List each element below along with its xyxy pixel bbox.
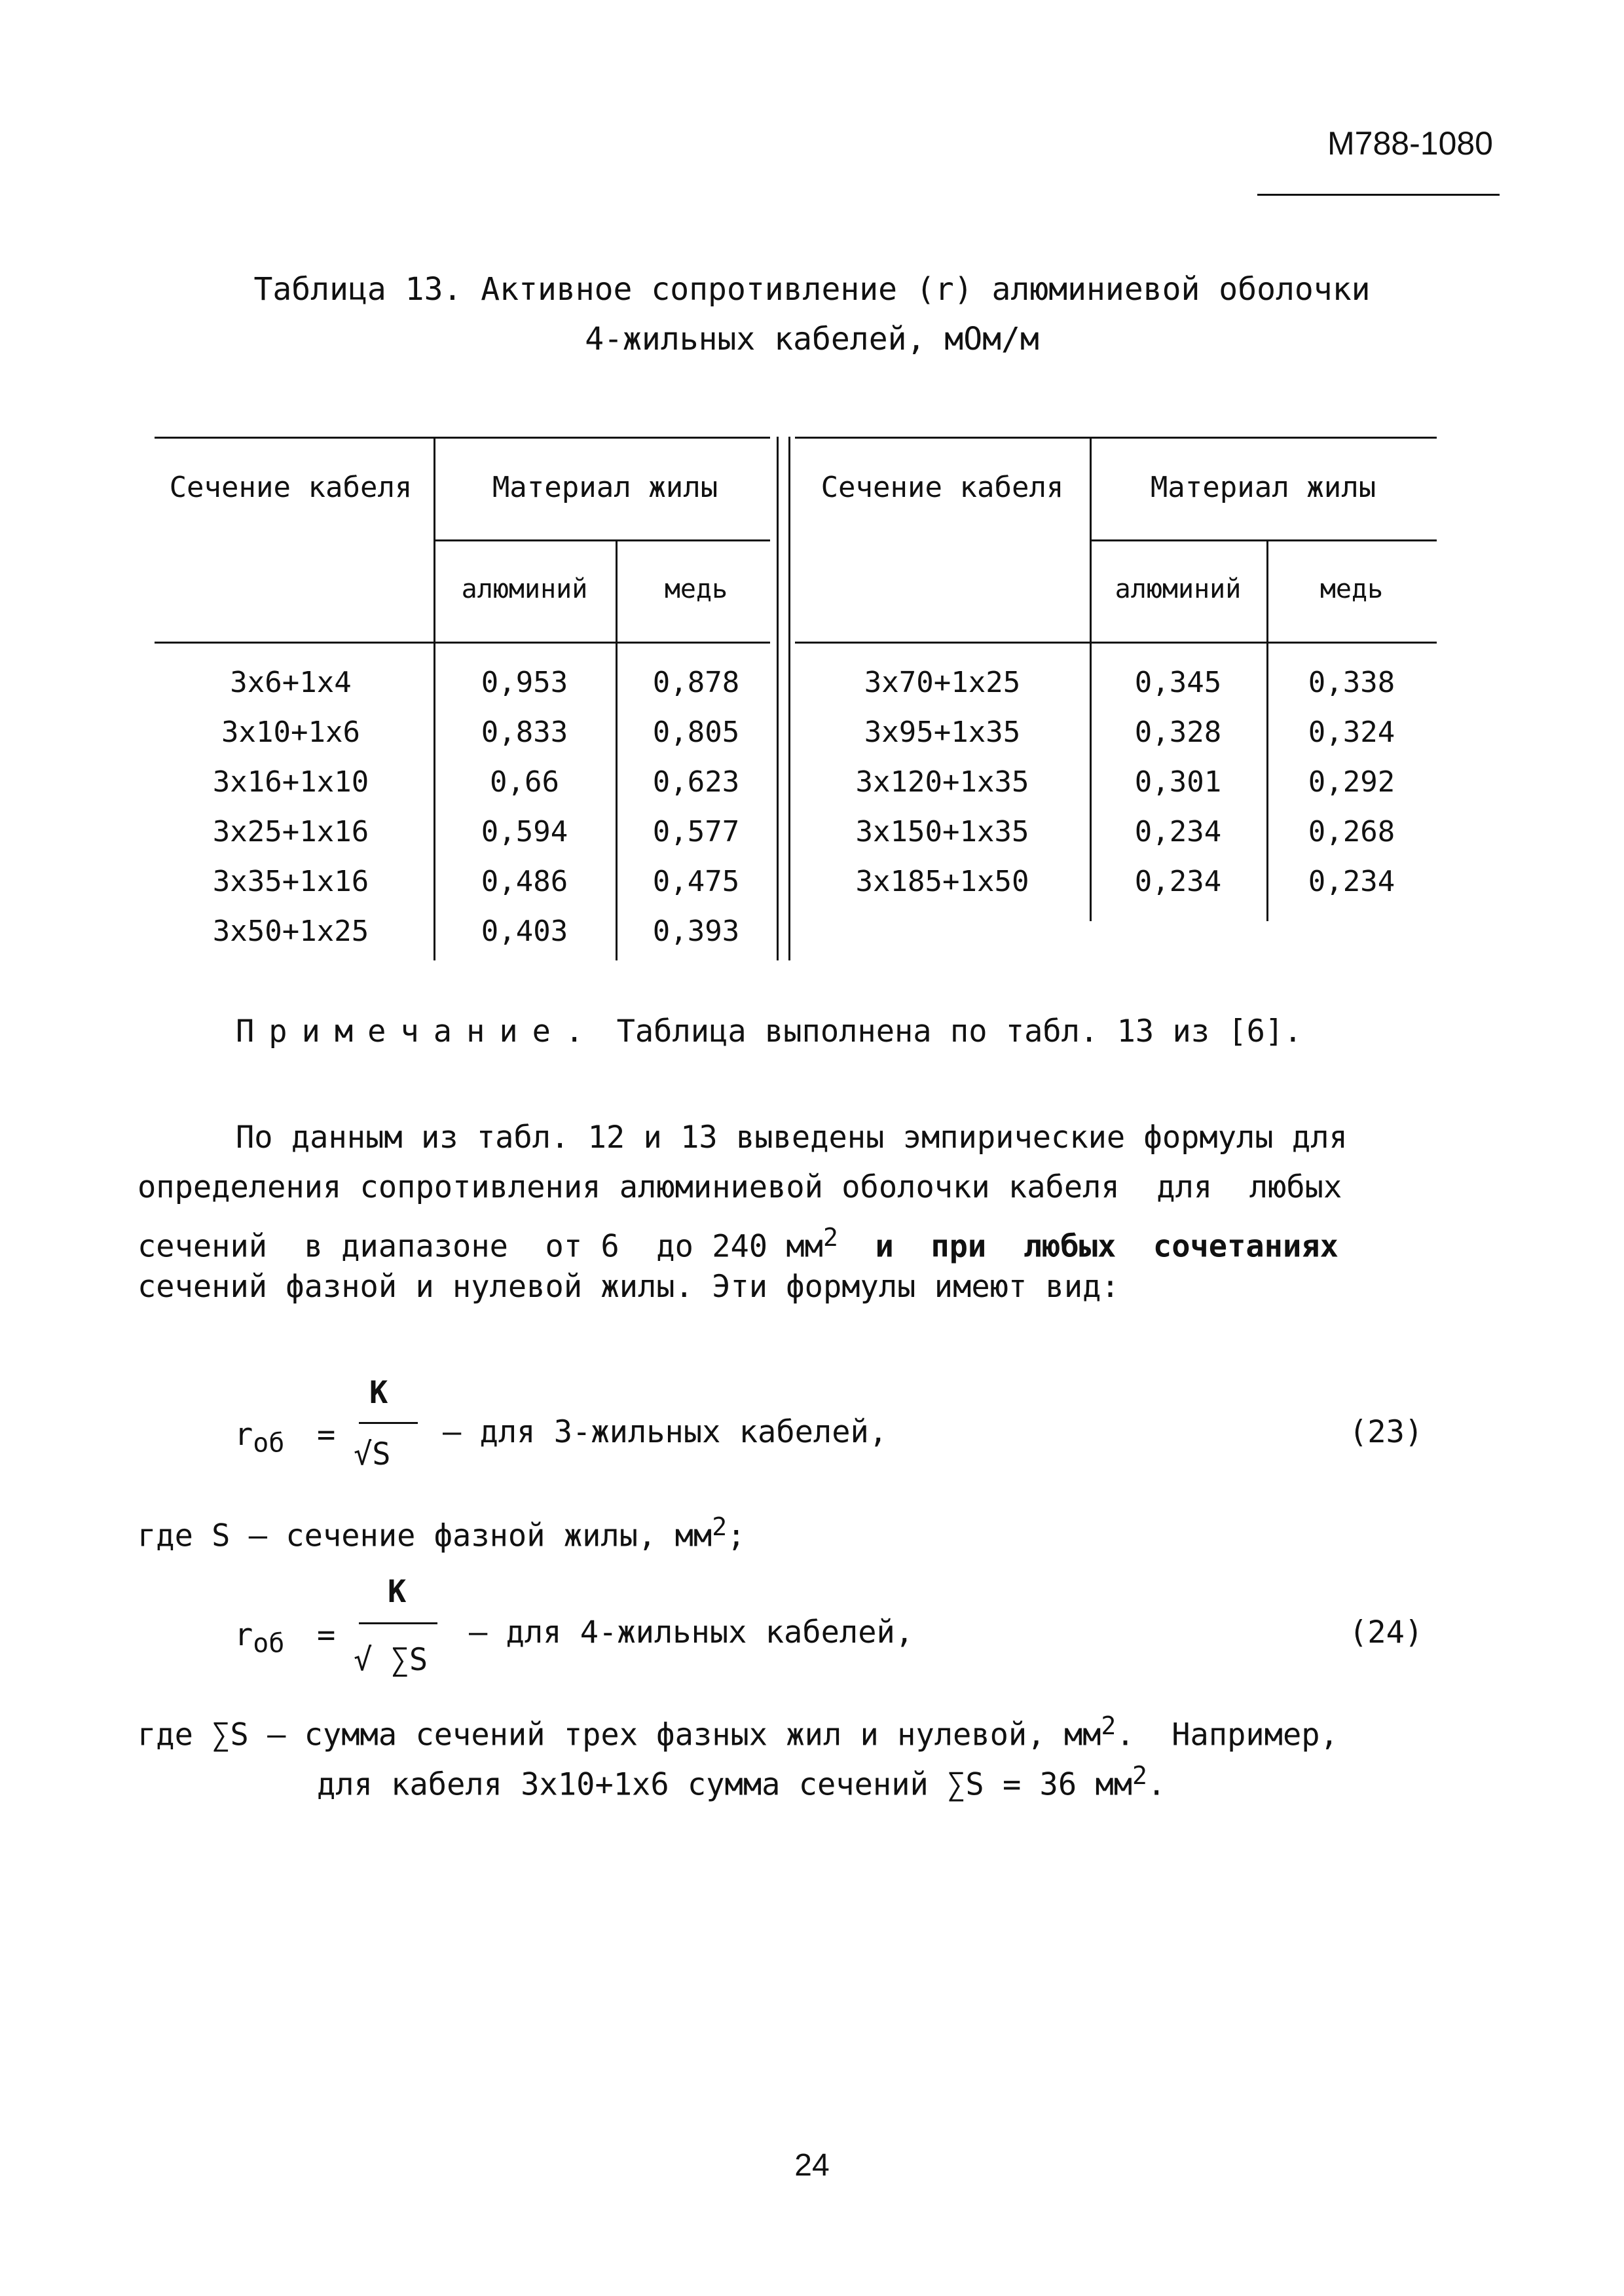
table-cell: 0,878 <box>652 666 740 699</box>
col-header-cu-left: медь <box>664 574 728 604</box>
table-cell: 3x25+1x16 <box>212 815 369 848</box>
col-divider <box>788 437 790 960</box>
table-cell: 0,393 <box>652 915 740 948</box>
table-cell: 0,577 <box>652 815 740 848</box>
table-cell: 0,953 <box>481 666 568 699</box>
col-header-section-right: Сечение кабеля <box>821 471 1064 504</box>
table-cell: 0,234 <box>1308 865 1395 898</box>
formula24-denominator: √ ∑S <box>354 1642 428 1678</box>
formula24-fraction-bar <box>359 1622 437 1624</box>
where-text: где S – сечение фазной жилы, мм <box>138 1518 712 1554</box>
table-cell: 3x120+1x35 <box>855 765 1029 799</box>
table-top-rule-left <box>155 437 770 439</box>
paragraph-line4: сечений фазной и нулевой жилы. Эти формулы имеют вид: <box>138 1269 1120 1305</box>
formula24-text: – для 4-жильных кабелей, <box>469 1614 914 1650</box>
table-cell: 0,66 <box>490 765 559 799</box>
formula24-where <box>138 1711 1338 1753</box>
table-cell: 0,345 <box>1134 666 1222 699</box>
superscript: 2 <box>712 1512 728 1541</box>
subscript: об <box>253 1628 285 1659</box>
resistance-table <box>148 437 1443 960</box>
col-header-material-right: Материал жилы <box>1150 471 1376 504</box>
formula23-where <box>138 1512 745 1554</box>
table-cell: 0,234 <box>1134 865 1222 898</box>
table-cell: 0,301 <box>1134 765 1222 799</box>
symbol-r: r <box>234 1417 253 1453</box>
formula23-text: – для 3-жильных кабелей, <box>443 1414 888 1450</box>
col-header-cu-right: медь <box>1320 574 1384 604</box>
document-code: M788-1080 <box>1327 125 1493 162</box>
paragraph-line1: По данным из табл. 12 и 13 выведены эмпирические формулы для <box>236 1120 1348 1156</box>
table-top-rule-right <box>795 437 1437 439</box>
col-header-section-left: Сечение кабеля <box>169 471 413 504</box>
header-bottom-rule-right <box>795 642 1437 644</box>
col-header-al-left: алюминий <box>461 574 588 604</box>
formula23-numerator: K <box>369 1375 388 1411</box>
page-number: 24 <box>794 2148 830 2183</box>
formula24-number: (24) <box>1349 1614 1424 1650</box>
table-cell: 0,623 <box>652 765 740 799</box>
table-cell: 0,328 <box>1134 716 1222 749</box>
example-end: . <box>1147 1766 1166 1803</box>
paragraph-line3-text: сечений в диапазоне от 6 до 240 мм <box>138 1228 823 1265</box>
table-cell: 3x50+1x25 <box>212 915 369 948</box>
note-label: Примечание. <box>236 1013 599 1049</box>
formula23-denominator: √S <box>354 1436 391 1472</box>
where-end: . Например, <box>1116 1717 1338 1753</box>
material-rule-right <box>1090 539 1437 541</box>
formula24-example <box>317 1761 1166 1803</box>
table-cell: 0,292 <box>1308 765 1395 799</box>
paragraph-line3-rest: и при любых сочетаниях <box>838 1228 1338 1265</box>
table-cell: 3x10+1x6 <box>221 716 360 749</box>
header-rule <box>1257 194 1500 196</box>
col-header-material-left: Материал жилы <box>492 471 718 504</box>
formula23-lhs <box>234 1417 284 1458</box>
header-bottom-rule-left <box>155 642 770 644</box>
col-header-al-right: алюминий <box>1115 574 1242 604</box>
table-cell: 0,833 <box>481 716 568 749</box>
symbol-r: r <box>234 1617 253 1653</box>
subscript: об <box>253 1428 285 1459</box>
table-cell: 0,403 <box>481 915 568 948</box>
table-cell: 0,324 <box>1308 716 1395 749</box>
col-divider <box>777 437 779 960</box>
formula23-number: (23) <box>1349 1414 1424 1450</box>
formula23-fraction-bar <box>359 1422 418 1424</box>
table-cell: 0,234 <box>1134 815 1222 848</box>
where-end: ; <box>727 1518 746 1554</box>
table-cell: 3x150+1x35 <box>855 815 1029 848</box>
formula23-eq: = <box>317 1417 336 1453</box>
table-note <box>236 1013 1302 1049</box>
table-cell: 0,338 <box>1308 666 1395 699</box>
table-cell: 3x16+1x10 <box>212 765 369 799</box>
note-text: Таблица выполнена по табл. 13 из [6]. <box>616 1013 1302 1049</box>
formula24-numerator: K <box>388 1574 407 1610</box>
example-text: для кабеля 3x10+1x6 сумма сечений ∑S = 36 мм <box>317 1766 1133 1803</box>
table-cell: 0,475 <box>652 865 740 898</box>
table-caption-line2: 4-жильных кабелей, мОм/м <box>585 321 1039 357</box>
table-cell: 3x185+1x50 <box>855 865 1029 898</box>
material-rule-left <box>434 539 770 541</box>
table-cell: 0,594 <box>481 815 568 848</box>
table-cell: 0,805 <box>652 716 740 749</box>
superscript: 2 <box>1101 1711 1116 1740</box>
superscript: 2 <box>1132 1761 1147 1790</box>
table-cell: 0,268 <box>1308 815 1395 848</box>
formula24-lhs <box>234 1617 284 1658</box>
table-cell: 0,486 <box>481 865 568 898</box>
table-cell: 3x35+1x16 <box>212 865 369 898</box>
table-cell: 3x6+1x4 <box>230 666 352 699</box>
table-caption-line1: Таблица 13. Активное сопротивление (r) алюминиевой оболочки <box>253 271 1371 308</box>
where-text: где ∑S – сумма сечений трех фазных жил и нулевой, мм <box>138 1717 1101 1753</box>
table-cell: 3x70+1x25 <box>864 666 1021 699</box>
table-cell: 3x95+1x35 <box>864 716 1021 749</box>
paragraph-line2: определения сопротивления алюминиевой оболочки кабеля для любых <box>138 1169 1342 1205</box>
superscript: 2 <box>822 1223 838 1252</box>
formula24-eq: = <box>317 1617 336 1653</box>
